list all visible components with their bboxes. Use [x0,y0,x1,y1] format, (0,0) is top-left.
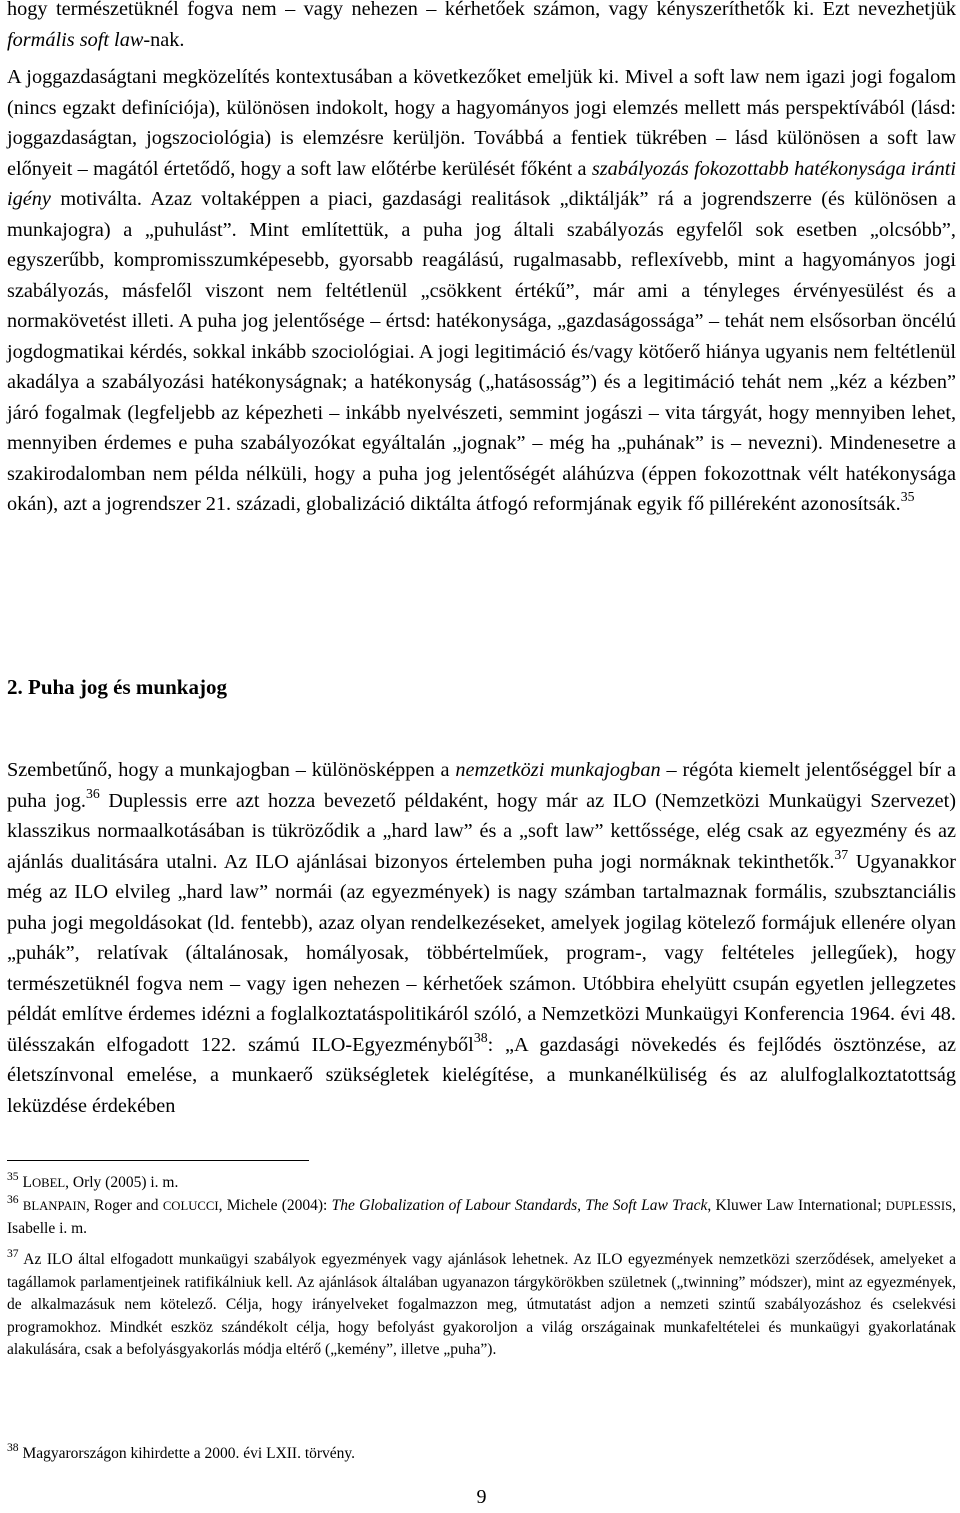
text-run: , Isabelle i. m. [7,1197,957,1237]
text-run: Az ILO által elfogadott munkaügyi szabályok egyezmények vagy ajánlások lehetnek. Az ILO egyezmények nemzetközi szerződések, amelyeket a tagállamok parlamentjeinek ratifikálniuk kell. Az ajánlások általában ugyanazon tárgykörökben születnek („twinning” módszer), mint az egyezmények, de alkalmazásuk nem kötelező. Célja, hogy irányelveket fogalmazzon meg, útmutatást adjon a nemzeti szintű szabályozáshoz és cselekvési programokhoz. Mindkét eszköz szándékolt célja, hogy befolyást gyakoroljon a világ országainak munkafeltételei és munkaügyi gyakorlatának alakulására, csak a befolyásgyakorlás módja eltérő („kemény”, illetve „puha”). [7,1251,956,1358]
text-run: L [22,1174,32,1191]
italic-title: The Globalization of Labour Standards, The Soft Law Track [331,1197,708,1214]
footnote-separator [7,1160,309,1161]
text-run: OBEL [31,1176,66,1190]
footnote-number: 38 [7,1440,19,1454]
text-run: Duplessis erre azt hozza bevezető példaként, hogy már az ILO (Nemzetközi Munkaügyi Szervezet) klasszikus normaalkotásában is tükröződik a „hard law” és a „soft law” kettőssége, elég csak az egyezmény és az ajánlás dualitására utalni. Az ILO ajánlásai bizonyos értelemben puha jogi normáknak tekinthetők. [7,789,956,873]
text-run: DUPLESSIS [885,1199,953,1213]
intro-paragraph: hogy természetüknél fogva nem – vagy nehezen – kérhetőek számon, vagy kényszeríthetők ki. Ezt nevezhetjük formális soft law-nak. [7,0,956,51]
text-run: lásd különösen a soft law előnyeit [7,127,957,180]
footnote-38 [7,1440,956,1466]
text-run: BLANPAIN [22,1199,86,1213]
text-run: nevezni). Mindenesetre a szakirodalomban nem példa nélküli, hogy a puha jog jelentőségét aláhúzva (éppen fokozottnak vélt hatékonysága okán), azt a jogrendszer 21. századi, globalizáció diktálta átfogó reformjának egyik fő pilléreként azonosítsák. [7,432,956,515]
paragraph-labour-law: Szembetűnő, hogy a munkajogban – különösképpen a nemzetközi munkajogban – régóta kiemelt jelentőséggel bír a puha jog.$^{36}$ Duplessis erre azt hozza bevezető példaként, hogy már az ILO (Nemzetközi Munkaügyi Szervezet) klasszikus normaalkotásában is tükröződik a „hard law” és a „soft law” kettőssége, elég csak az egyezmény és az ajánlás dualitására utalni. Az ILO ajánlásai bizonyos értelemben puha jogi normáknak tekinthetők.$^{37}$ Ugyanakkor még az ILO elvileg „hard law” normái (az egyezmények) is nagy számban tartalmaznak formális, szubsztanciális puha jogi megoldásokat (ld. fentebb), azaz olyan rendelkezéseket, amelyek jogilag kötelező formájuk ellenére olyan „puhák”, relatívak (általánosak, homályosak, többértelműek, program-, vagy feltételes jellegűek), hogy természetüknél fogva nem – vagy igen nehezen – kérhetőek számon. Utóbbira ehelyütt csupán egyetlen jellegzetes példát említve érdemes idézni a foglalkoztatáspolitikáról szóló, a Nemzetközi Munkaügyi Konferencia 1964. évi 48. ülésszakán elfogadott 122. számú ILO-Egyezményből$^{38}$: „A gazdasági növekedés és fejlődés ösztönzése, az életszínvonal emelése, a munkaerő szükségletek kielégítése, a munkanélküliség és az alulfoglalkoztatottság leküzdése érdekében [7,759,957,1117]
footnote-35 [7,1169,956,1195]
footnote-ref[interactable]: 37 [834,846,849,862]
footnote-number: 37 [7,1246,19,1260]
text-run: , Kluwer Law International; [707,1197,882,1214]
text-run: vagy igen nehezen [246,972,400,995]
page-number: 9 [476,1486,487,1508]
text-run: kérhetőek számon. Utóbbira ehelyütt csupán egyetlen jellegzetes példát említve érdemes idézni a foglalkoztatáspolitikáról szóló, a Nemzetközi Munkaügyi Konferencia 1964. évi 48. ülésszakán elfogadott 122. számú ILO-Egyezményből [7,972,957,1056]
text-run: COLUCCI [162,1199,219,1213]
text-run: tehát nem elsősorban öncélú jogdogmatikai kérdés, sokkal inkább szociológiai. A jogi legitimáció és/vagy kötőerő hiánya ugyanis nem feltétlenül akadálya a szabályozási hatékonyságnak; a hatékonyság („hatásosság”) és a legitimáció tehát nem „kéz a kézben” járó fogalmak (legfeljebb az képezheti [7,310,957,424]
text-run: : „A gazdasági növekedés és fejlődés ösztönzése, az életszínvonal emelése, a munkaerő szükségletek kielégítése, a munkanélküliség és az alulfoglalkoztatottság leküzdése érdekében [7,1033,957,1117]
footnote-number: 35 [7,1169,19,1183]
text-run: , Orly (2005) i. m. [65,1174,179,1191]
text-run: A joggazdaságtani megközelítés kontextusában a következőket emeljük ki. Mivel a soft law nem igazi jogi fogalom (nincs egzakt definíciója), különösen indokolt, hogy a hagyományos jogi elemzés mellett más perspektívából (lásd: joggazdaságtan, jogszociológia) is elemzésre kerüljön. Továbbá a fentiek tükrében [7,66,956,149]
footnote-ref[interactable]: 36 [85,785,100,801]
italic-phrase: nemzetközi munkajogban [455,759,661,781]
text-run: vita tárgyát, hogy mennyiben lehet, mennyiben érdemes e puha szabályozókat egyáltalán „jognak” [7,401,957,454]
text-run: Magyarországon kihirdette a 2000. évi LXII. törvény. [22,1445,356,1462]
footnote-ref[interactable]: 35 [900,489,915,505]
footnote-number: 36 [7,1192,19,1206]
text-run: , Roger and [85,1197,159,1214]
italic-term: formális soft law [7,28,144,51]
text-run: kérhetőek számon, vagy kényszeríthetők ki. Ezt nevezhetjük [444,0,956,20]
footnote-37 [7,1246,956,1362]
text-run: vagy nehezen [303,0,418,20]
text-run: motiválta. Azaz voltaképpen a piaci, gazdasági realitások „diktálják” rá a jogrendszerre (és különösen a munkajogra) a „puhulást”. Mint említettük, a puha jog általi szabályozás egyfelől sok esetben „olcsóbb”, egyszerűbb, kompromisszumképesebb, gyorsabb reagálású, rugalmasabb, reflexívebb, mint a hagyományos jogi szabályozás, másfelől viszont nem feltétlenül „csökkent értékű”, már ami a tényleges érvényesülést és a normakövetést illeti. A puha jog jelentősége [7,188,956,332]
section-heading: 2. Puha jog és munkajog [7,675,227,699]
text-run: magától értetődő, hogy a soft law előtérbe kerülését főként a [93,157,587,180]
text-run: hogy természetüknél fogva nem [7,0,277,20]
text-run: Szembetűnő, hogy a munkajogban [7,759,290,781]
text-run: régóta kiemelt jelentőséggel bír a puha jog. [7,759,957,812]
paragraph-law-economics: A joggazdaságtani megközelítés kontextusában a következőket emeljük ki. Mivel a soft law nem igazi jogi fogalom (nincs egzakt definíciója), különösen indokolt, hogy a hagyományos jogi elemzés mellett más perspektívából (lásd: joggazdaságtan, jogszociológia) is elemzésre kerüljön. Továbbá a fentiek tükrében – lásd különösen a soft law előnyeit – magától értetődő, hogy a soft law előtérbe kerülését főként a szabályozás fokozottabb hatékonysága iránti igény motiválta. Azaz voltaképpen a piaci, gazdasági realitások „diktálják” rá a jogrendszerre (és különösen a munkajogra) a „puhulást”. Mint említettük, a puha jog általi szabályozás egyfelől sok esetben „olcsóbb”, egyszerűbb, kompromisszumképesebb, gyorsabb reagálású, rugalmasabb, reflexívebb, mint a hagyományos jogi szabályozás, másfelől viszont nem feltétlenül „csökkent értékű”, már ami a tényleges érvényesülést és a normakövetést illeti. A puha jog jelentősége – értsd: hatékonysága, „gazdaságossága” – tehát nem elsősorban öncélú jogdogmatikai kérdés, sokkal inkább szociológiai. A jogi legitimáció és/vagy kötőerő hiánya ugyanis nem feltétlenül akadálya a szabályozási hatékonyságnak; a hatékonyság („hatásosság”) és a legitimáció tehát nem „kéz a kézben” járó fogalmak (legfeljebb az képezheti – inkább nyelvészeti, semmint jogászi – vita tárgyát, hogy mennyiben lehet, mennyiben érdemes e puha szabályozókat egyáltalán „jognak” – még ha „puhának” is – nevezni). Mindenesetre a szakirodalomban nem példa nélküli, hogy a puha jog jelentőségét aláhúzva (éppen fokozottnak vélt hatékonysága okán), azt a jogrendszer 21. századi, globalizáció diktálta átfogó reformjának egyik fő pilléreként azonosítsák.$^{35}$ [7,66,957,515]
footnote-ref[interactable]: 38 [473,1029,488,1045]
text-run: különösképpen a [311,759,450,781]
footnote-36 [7,1192,957,1240]
text-run: inkább nyelvészeti, semmint jogászi [345,401,643,424]
text-run: Ugyanakkor még az ILO elvileg „hard law” normái (az egyezmények) is nagy számban tartalmaznak formális, szubsztanciális puha jogi megoldásokat (ld. fentebb), azaz olyan rendelkezéseket, amelyek jogilag kötelező formájuk ellenére olyan „puhák”, relatívak (általánosak, homályosak, többértelműek, program-, vagy feltételes jellegűek), hogy természetüknél fogva nem [7,850,956,995]
text-run: , Michele (2004): [218,1197,328,1214]
text-run: -nak. [143,28,185,51]
text-run: még ha „puhának” is [549,432,725,454]
text-run: értsd: hatékonysága, „gazdaságossága” [385,310,704,332]
italic-phrase: szabályozás fokozottabb hatékonysága iránti igény [7,157,957,210]
